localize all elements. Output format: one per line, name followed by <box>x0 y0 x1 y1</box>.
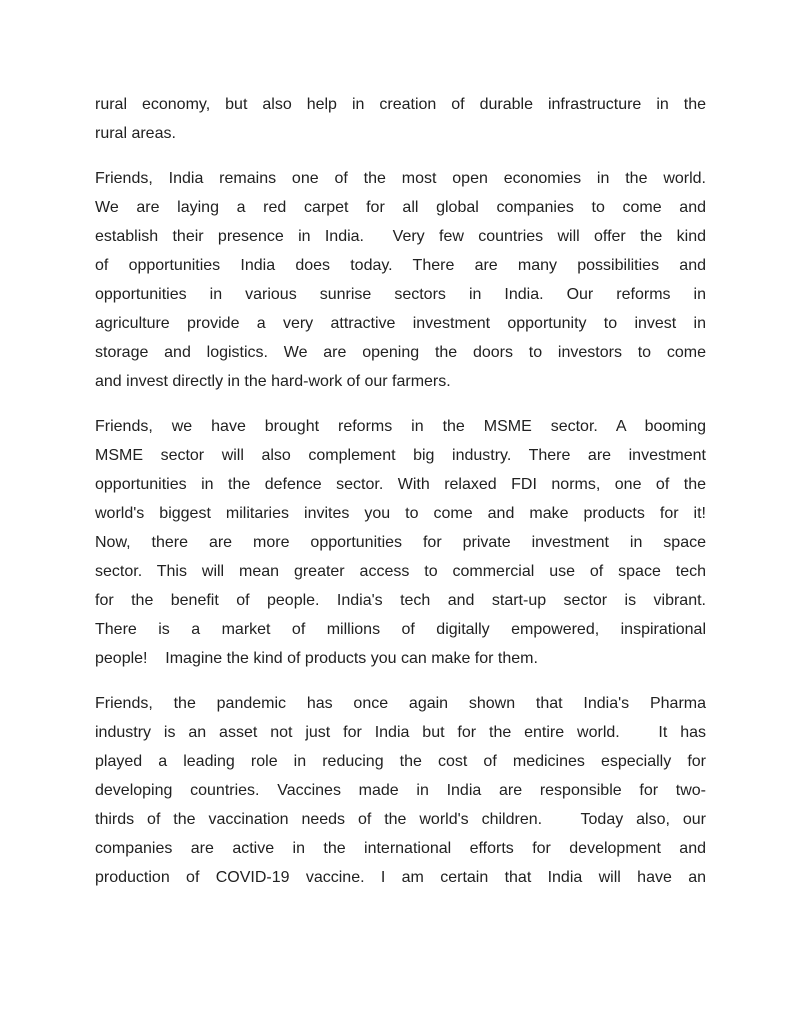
paragraph <box>95 689 706 892</box>
text-line: sector. This will mean greater access to commercial use of space tech <box>95 563 706 580</box>
text-line: industry is an asset not just for India but for the entire world. It has <box>95 724 706 741</box>
text-line: production of COVID-19 vaccine. I am certain that India will have an <box>95 869 706 886</box>
paragraph <box>95 412 706 673</box>
text-line: storage and logistics. We are opening the doors to investors to come <box>95 344 706 361</box>
text-line: opportunities in various sunrise sectors in India. Our reforms in <box>95 286 706 303</box>
text-line: played a leading role in reducing the cost of medicines especially for <box>95 753 706 770</box>
text-line: thirds of the vaccination needs of the world's children. Today also, our <box>95 811 706 828</box>
text-line: We are laying a red carpet for all global companies to come and <box>95 199 706 216</box>
text-line: agriculture provide a very attractive investment opportunity to invest in <box>95 315 706 332</box>
text-line: world's biggest militaries invites you to come and make products for it! <box>95 505 706 522</box>
text-line: establish their presence in India. Very few countries will offer the kind <box>95 228 706 245</box>
text-line: There is a market of millions of digitally empowered, inspirational <box>95 621 706 638</box>
text-line: opportunities in the defence sector. With relaxed FDI norms, one of the <box>95 476 706 493</box>
text-line: developing countries. Vaccines made in India are responsible for two- <box>95 782 706 799</box>
text-line: of opportunities India does today. There are many possibilities and <box>95 257 706 274</box>
text-line: rural economy, but also help in creation of durable infrastructure in the <box>95 96 706 113</box>
paragraph <box>95 164 706 396</box>
text-line: companies are active in the international efforts for development and <box>95 840 706 857</box>
paragraph <box>95 90 706 148</box>
text-line: rural areas. <box>95 125 176 142</box>
text-line: and invest directly in the hard-work of our farmers. <box>95 373 451 390</box>
text-line: Now, there are more opportunities for private investment in space <box>95 534 706 551</box>
text-line: MSME sector will also complement big industry. There are investment <box>95 447 706 464</box>
text-line: people! Imagine the kind of products you can make for them. <box>95 650 538 667</box>
text-block <box>95 90 706 892</box>
text-line: Friends, the pandemic has once again shown that India's Pharma <box>95 695 706 712</box>
text-line: Friends, India remains one of the most open economies in the world. <box>95 170 706 187</box>
text-line: Friends, we have brought reforms in the MSME sector. A booming <box>95 418 706 435</box>
text-line: for the benefit of people. India's tech and start-up sector is vibrant. <box>95 592 706 609</box>
